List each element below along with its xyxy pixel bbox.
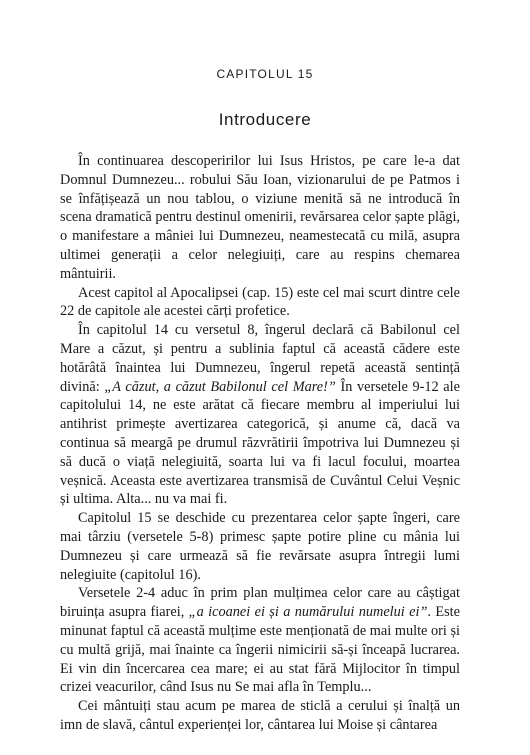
- paragraph-text: În capitolul 14 cu versetul 8, îngerul declară că Babilonul cel Mare a căzut, și pentru a sublinia faptul că această cădere este hotărâtă înaintea lui Dumnezeu, îngerul repetă această sentință divină:: [60, 322, 460, 395]
- paragraph-2: [60, 284, 460, 322]
- paragraph-text: În versetele 9-12 ale capitolului 14, ne este arătat că fiecare membru al imperiului lui antihrist primește avertizarea categorică, și anume că, dacă va continua să meargă pe drumul răzvrătirii împotriva lui Dumnezeu și să ducă o viață nelegiuită, soarta lui va fi lacul focului, moartea veșnică. Aceasta este avertizarea transmisă de Cuvântul Celui Veșnic și ultima. Alta... nu va mai fi.: [60, 378, 460, 508]
- paragraph-text: Capitolul 15 se deschide cu prezentarea celor șapte îngeri, care mai târziu (versetele 5-8) primesc șapte potire pline cu mânia lui Dumnezeu și care urmează să fie revărsate asupra întregii lumi nelegiuite (capitolul 16).: [60, 510, 460, 583]
- paragraph-text: În continuarea descoperirilor lui Isus Hristos, pe care le-a dat Domnul Dumnezeu... robului Său Ioan, vizionarului de pe Patmos i se înfățișează un nou tablou, o viziune menită să ne introducă în scena dramatică pentru destinul omenirii, revărsarea celor șapte plăgi, o manifestare a mâniei lui Dumnezeu, neamestecată cu milă, asupra ultimei generații a celor nelegiuiți, care au respins chemarea mântuirii.: [60, 153, 460, 282]
- paragraph-text: Versetele 2-4 aduc în prim plan mulțimea celor care au câștigat biruința asupra fiarei,: [60, 585, 460, 621]
- paragraph-5: [60, 584, 460, 697]
- chapter-heading: CAPITOLUL 15: [216, 67, 314, 81]
- paragraph-text: Cei mântuiți stau acum pe marea de sticlă a cerului și înalță un imn de slavă, cântul experienței lor, cântarea lui Moise și cântarea: [60, 698, 460, 733]
- paragraph-1: [60, 152, 460, 284]
- scripture-quote: „A căzut, a căzut Babilonul cel Mare!”: [104, 378, 336, 395]
- paragraph-6: [60, 697, 460, 735]
- section-title: Introducere: [218, 110, 312, 129]
- paragraph-text: Acest capitol al Apocalipsei (cap. 15) este cel mai scurt dintre cele 22 de capitole ale acestei cărți profetice.: [60, 284, 460, 320]
- paragraph-3: [60, 321, 460, 509]
- paragraph-4: [60, 509, 460, 584]
- body-text: [60, 152, 460, 735]
- paragraph-text: . Este minunat faptul că această mulțime este menționată de mai multe ori și cu multă grijă, mai înainte ca îngerii nimicirii să-și înceapă lucrarea. Ei vin din încercarea cea mare; ei au stat fără Mijlocitor în timpul crizei veacurilor, când Isus nu Se mai afla în Templu...: [60, 604, 460, 696]
- scripture-quote: „a icoanei ei și a numărului numelui ei”: [188, 604, 428, 621]
